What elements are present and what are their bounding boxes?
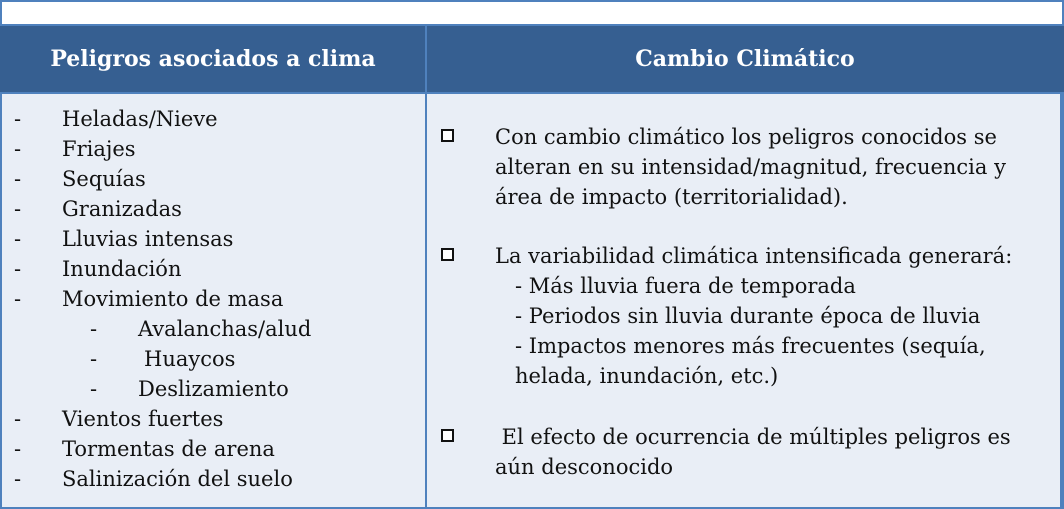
sub-line: - Impactos menores más frecuentes (sequía,	[515, 334, 986, 358]
text-line: El efecto de ocurrencia de múltiples peligros es	[495, 425, 1011, 449]
text-line: Con cambio climático los peligros conocidos se	[495, 125, 997, 149]
dash-marker: -	[90, 317, 98, 341]
list-item	[2, 464, 422, 494]
hazard-label: Lluvias intensas	[62, 227, 234, 251]
hazard-label: Tormentas de arena	[62, 437, 275, 461]
climate-change-cell	[427, 94, 1062, 507]
list-item	[2, 254, 422, 284]
list-item	[2, 434, 422, 464]
hazards-column-header: Peligros asociados a clima	[50, 46, 376, 72]
hazard-label: Sequías	[62, 167, 146, 191]
hazard-label: Granizadas	[62, 197, 182, 221]
list-subitem	[2, 374, 422, 404]
hazard-label: Vientos fuertes	[62, 407, 224, 431]
text-line: alteran en su intensidad/magnitud, frecuencia y	[495, 155, 1006, 179]
hazard-label: Salinización del suelo	[62, 467, 293, 491]
list-item	[2, 404, 422, 434]
hazard-label: Heladas/Nieve	[62, 107, 218, 131]
list-item	[2, 134, 422, 164]
point-text	[495, 422, 1045, 482]
checkbox-bullet-icon	[441, 248, 454, 261]
sub-line-continuation: helada, inundación, etc.)	[515, 364, 779, 388]
sub-line: - Más lluvia fuera de temporada	[515, 274, 856, 298]
hazard-label: Avalanchas/alud	[138, 317, 312, 341]
climate-change-column-header: Cambio Climático	[635, 46, 855, 72]
table-header-row	[0, 24, 1064, 94]
point-text	[495, 241, 1045, 391]
list-subitem	[2, 344, 422, 374]
list-subitem	[2, 314, 422, 344]
dash-marker: -	[90, 347, 98, 371]
text-line: La variabilidad climática intensificada generará:	[495, 244, 1013, 268]
hazard-label: Deslizamiento	[138, 377, 289, 401]
list-item	[2, 284, 422, 314]
dash-marker: -	[14, 227, 22, 251]
dash-marker: -	[14, 407, 22, 431]
dash-marker: -	[14, 167, 22, 191]
dash-marker: -	[14, 197, 22, 221]
checkbox-bullet-icon	[441, 129, 454, 142]
dash-marker: -	[14, 287, 22, 311]
dash-marker: -	[14, 437, 22, 461]
dash-marker: -	[14, 257, 22, 281]
text-line: área de impacto (territorialidad).	[495, 185, 848, 209]
list-item	[2, 194, 422, 224]
dash-marker: -	[14, 137, 22, 161]
hazard-label: Inundación	[62, 257, 182, 281]
sub-line: - Periodos sin lluvia durante época de lluvia	[515, 304, 981, 328]
dash-marker: -	[14, 107, 22, 131]
list-item	[2, 164, 422, 194]
checkbox-bullet-icon	[441, 429, 454, 442]
point-text	[495, 122, 1045, 212]
hazards-cell	[2, 94, 425, 507]
text-line: aún desconocido	[495, 455, 674, 479]
list-item	[2, 224, 422, 254]
hazard-label: Movimiento de masa	[62, 287, 284, 311]
list-item	[2, 104, 422, 134]
dash-marker: -	[90, 377, 98, 401]
dash-marker: -	[14, 467, 22, 491]
column-divider	[425, 24, 427, 509]
hazards-list	[2, 104, 422, 494]
hazard-label: Huaycos	[144, 347, 236, 371]
hazard-label: Friajes	[62, 137, 136, 161]
